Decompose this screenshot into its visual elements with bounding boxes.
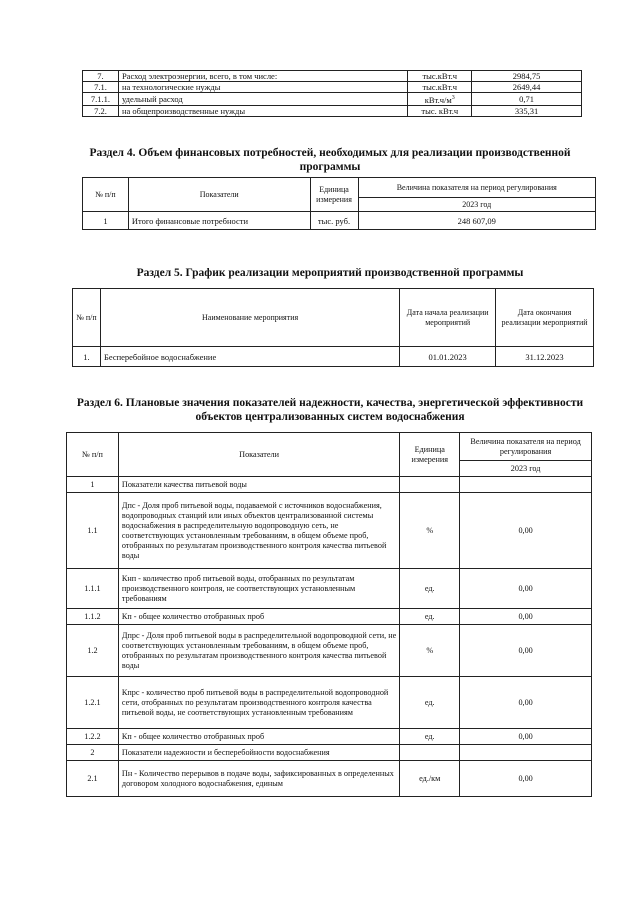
schedule-table	[72, 288, 594, 367]
row-label: Пн - Количество перерывов в подаче воды, зафиксированных в определенных договором холодного водоснабжения, единым	[118, 761, 399, 797]
row-number: 1	[67, 477, 119, 493]
col-unit-header: Единица измерения	[400, 433, 460, 477]
row-unit-superscript: 3	[451, 95, 455, 101]
section-4-title: Раздел 4. Объем финансовых потребностей, необходимых для реализации производственной программы	[89, 147, 571, 173]
col-year-header: 2023 год	[460, 461, 592, 477]
row-number: 7.1.	[83, 82, 119, 93]
row-value: 0,00	[460, 569, 592, 609]
row-value: 0,71	[472, 93, 582, 106]
row-unit-text: тыс. кВт.ч	[421, 105, 459, 116]
table-row	[73, 347, 594, 367]
table-row	[83, 93, 582, 106]
row-value	[460, 745, 592, 761]
row-value: 0,00	[460, 493, 592, 569]
reliability-table	[66, 432, 592, 797]
table-row	[67, 677, 592, 729]
row-value: 0,00	[460, 761, 592, 797]
col-start-header: Дата начала реализации мероприятий	[400, 289, 496, 347]
row-unit	[408, 71, 472, 82]
row-name: Бесперебойное водоснабжение	[100, 347, 399, 367]
financial-needs-table	[82, 177, 596, 230]
row-label: удельный расход	[118, 93, 407, 106]
table-row	[67, 745, 592, 761]
row-label: Показатели качества питьевой воды	[118, 477, 399, 493]
col-year-header: 2023 год	[358, 198, 595, 212]
row-unit: ед.	[400, 729, 460, 745]
row-label: Итого финансовые потребности	[128, 212, 310, 230]
row-label: Кпрс - количество проб питьевой воды в распределительной водопроводной сети, отобранных по результатам производственного контроля качества питьевой воды, не соответствующих установленным требованиям	[118, 677, 399, 729]
col-indicator-header: Показатели	[118, 433, 399, 477]
electricity-table	[82, 70, 582, 117]
row-label: Кп - общее количество отобранных проб	[118, 609, 399, 625]
row-value: 2649,44	[472, 82, 582, 93]
col-unit-header: Единица измерения	[310, 178, 358, 212]
row-unit	[408, 93, 472, 106]
row-number: 1.2	[67, 625, 119, 677]
row-value: 248 607,09	[358, 212, 595, 230]
row-start-date: 01.01.2023	[400, 347, 496, 367]
section-6-title: Раздел 6. Плановые значения показателей надежности, качества, энергетической эффективности объектов централизованных систем водоснабжения	[76, 397, 584, 423]
col-num-header: № п/п	[83, 178, 129, 212]
row-number: 7.1.1.	[83, 93, 119, 106]
row-number: 7.2.	[83, 105, 119, 116]
row-unit-text: тыс.кВт.ч	[422, 71, 458, 81]
row-label: Дпс - Доля проб питьевой воды, подаваемой с источников водоснабжения, водопроводных станций или иных объектов централизованной системы водоснабжения в распределительную водопроводную сеть, не соответствующих установленным требованиям, в общем объеме проб, отобранных по результатам производственного контроля качества питьевой воды	[118, 493, 399, 569]
row-unit: ед.	[400, 677, 460, 729]
section-5-title: Раздел 5. График реализации мероприятий производственной программы	[136, 267, 524, 279]
row-unit	[408, 105, 472, 116]
row-label: Дпрс - Доля проб питьевой воды в распределительной водопроводной сети, не соответствующих установленным требованиям, в общем объеме проб, отобранных по результатам производственного контроля качества питьевой воды	[118, 625, 399, 677]
row-label: Показатели надежности и бесперебойности водоснабжения	[118, 745, 399, 761]
row-unit: %	[400, 493, 460, 569]
row-label: на технологические нужды	[118, 82, 407, 93]
row-value: 0,00	[460, 677, 592, 729]
row-value: 0,00	[460, 729, 592, 745]
row-label: на общепроизводственные нужды	[118, 105, 407, 116]
row-unit	[400, 477, 460, 493]
table-row	[67, 493, 592, 569]
row-label: Кп - общее количество отобранных проб	[118, 729, 399, 745]
row-unit: %	[400, 625, 460, 677]
row-number: 2.1	[67, 761, 119, 797]
table-row	[67, 761, 592, 797]
row-value	[460, 477, 592, 493]
table-row	[83, 82, 582, 93]
row-number: 1.1	[67, 493, 119, 569]
row-number: 1.1.2	[67, 609, 119, 625]
row-unit-text: кВт.ч/м	[424, 94, 452, 105]
row-unit: ед.	[400, 609, 460, 625]
table-row	[67, 625, 592, 677]
row-value: 2984,75	[472, 71, 582, 82]
col-indicator-header: Показатели	[128, 178, 310, 212]
row-unit: ед.	[400, 569, 460, 609]
row-unit	[400, 745, 460, 761]
row-unit: тыс. руб.	[310, 212, 358, 230]
col-num-header: № п/п	[73, 289, 101, 347]
table-row	[67, 729, 592, 745]
col-end-header: Дата окончания реализации мероприятий	[496, 289, 594, 347]
row-unit-text: тыс.кВт.ч	[422, 82, 458, 92]
row-value: 335,31	[472, 105, 582, 116]
col-num-header: № п/п	[67, 433, 119, 477]
col-name-header: Наименование мероприятия	[100, 289, 399, 347]
row-number: 1	[83, 212, 129, 230]
row-number: 1.	[73, 347, 101, 367]
table-row	[83, 71, 582, 82]
row-unit: ед./км	[400, 761, 460, 797]
row-value: 0,00	[460, 609, 592, 625]
row-label: Расход электроэнергии, всего, в том числе:	[118, 71, 407, 82]
row-number: 1.1.1	[67, 569, 119, 609]
row-number: 1.2.1	[67, 677, 119, 729]
row-number: 1.2.2	[67, 729, 119, 745]
table-row	[67, 477, 592, 493]
table-row	[67, 569, 592, 609]
row-number: 7.	[83, 71, 119, 82]
col-value-header: Величина показателя на период регулирования	[358, 178, 595, 198]
row-number: 2	[67, 745, 119, 761]
col-value-header: Величина показателя на период регулирования	[460, 433, 592, 461]
row-label: Кнп - количество проб питьевой воды, отобранных по результатам производственного контроля, не соответствующих установленным требованиям	[118, 569, 399, 609]
row-unit	[408, 82, 472, 93]
row-end-date: 31.12.2023	[496, 347, 594, 367]
table-row	[83, 105, 582, 116]
table-row	[67, 609, 592, 625]
row-value: 0,00	[460, 625, 592, 677]
table-row	[83, 212, 596, 230]
